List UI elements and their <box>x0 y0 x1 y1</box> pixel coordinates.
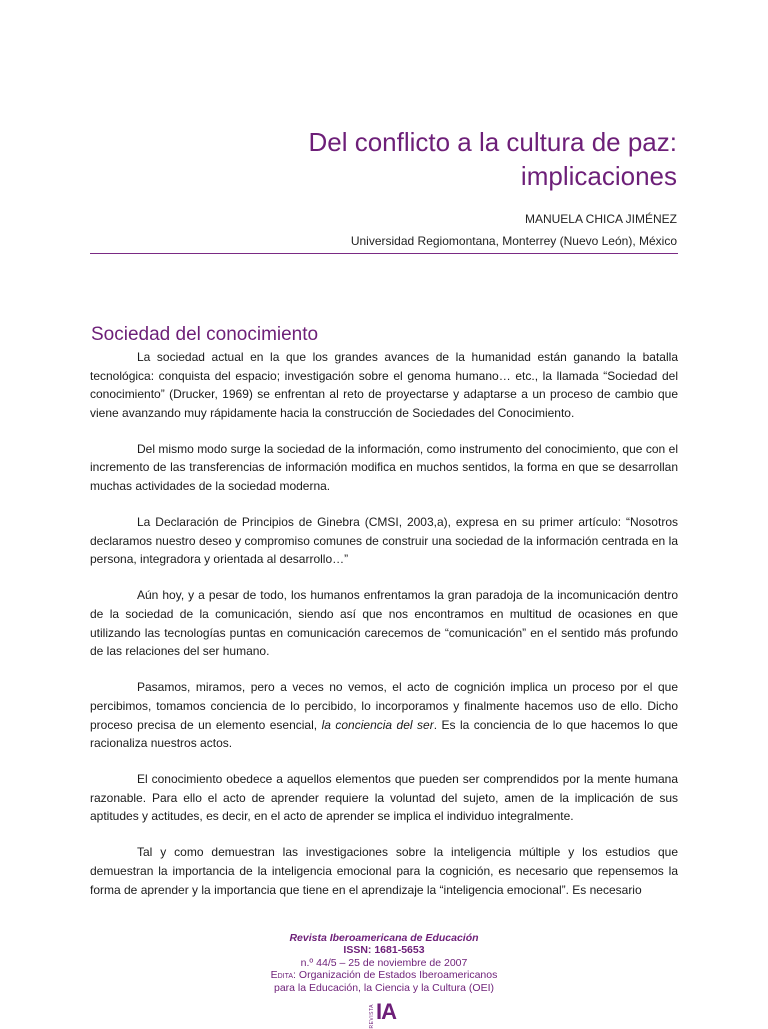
body-text <box>90 348 678 899</box>
article-title-line1: Del conflicto a la cultura de paz: <box>308 127 677 158</box>
page-footer <box>0 932 768 994</box>
paragraph <box>90 678 678 752</box>
paragraph: La Declaración de Principios de Ginebra (CMSI, 2003,a), expresa en su primer artículo: “Nosotros declaramos nuestro deseo y compromiso comunes de construir una sociedad de la información centrada en la persona, integradora y orientada al desarrollo…” <box>90 515 678 567</box>
author-name: MANUELA CHICA JIMÉNEZ <box>524 212 677 226</box>
paragraph: El conocimiento obedece a aquellos elementos que pueden ser comprendidos por la mente humana razonable. Para ello el acto de aprender requiere la voluntad del sujeto, amen de la implicación de sus aptitudes y actitudes, es decir, en el acto de aprender se implica el individuo integralmente. <box>90 772 678 824</box>
author-affiliation: Universidad Regiomontana, Monterrey (Nuevo León), México <box>350 234 677 248</box>
publisher-name: Organización de Estados Iberoamericanos <box>295 969 498 982</box>
emphasis-text: la conciencia del ser <box>321 717 434 732</box>
issn: ISSN: 1681-5653 <box>343 944 425 957</box>
paragraph: La sociedad actual en la que los grandes avances de la humanidad están ganando la batalla tecnológica: conquista del espacio; investigación sobre el genoma humano… etc., la llamada “Sociedad del conocimiento” (Drucker, 1969) se enfrentan al reto de proyectarse y adaptarse a un proceso de cambio que viene avanzando muy rápidamente hacia la construcción de Sociedades del Conocimiento. <box>90 350 678 420</box>
paragraph: Aún hoy, y a pesar de todo, los humanos enfrentamos la gran paradoja de la incomunicación dentro de la sociedad de la comunicación, siendo así que nos encontramos en multitud de ocasiones en que utilizando las tecnologías puntas en comunicación carecemos de “comunicación” en el sentido más profundo de las relaciones del ser humano. <box>90 588 678 659</box>
paragraph-text: . Es la conciencia de lo que hacemos lo que racionaliza nuestros actos. <box>90 717 678 751</box>
section-heading: Sociedad del conocimiento <box>91 323 319 345</box>
article-title <box>117 125 677 193</box>
paragraph: Del mismo modo surge la sociedad de la información, como instrumento del conocimiento, que con el incremento de las transferencias de información modifica en muchos sentidos, la forma en que se desarrollan muchas actividades de la sociedad moderna. <box>90 441 678 494</box>
header-divider <box>90 253 678 254</box>
issue-info: n.º 44/5 – 25 de noviembre de 2007 <box>300 956 468 969</box>
edita-label: Edita: <box>270 969 296 982</box>
publisher-line-2: para la Educación, la Ciencia y la Cultura (OEI) <box>273 981 495 994</box>
logo-mark: IA <box>376 999 396 1024</box>
author-block <box>351 208 677 252</box>
publisher-line <box>0 969 768 981</box>
journal-name: Revista Iberoamericana de Educación <box>289 932 479 944</box>
paragraph-text: Pasamos, miramos, pero a veces no vemos, el acto de cognición implica un proceso por el que percibimos, tomamos conciencia de lo percibido, lo incorporamos y finalmente hacemos uso de ello. Dicho proceso precisa de un elemento esencial, <box>90 680 678 732</box>
article-title-line2: implicaciones <box>520 161 677 192</box>
logo-small-text: REVISTA <box>369 1004 375 1029</box>
paragraph: Tal y como demuestran las investigaciones sobre la inteligencia múltiple y los estudios que demuestran la importancia de la inteligencia emocional para la cognición, es necesario que repensemos la forma de aprender y la importancia que tiene en el aprendizaje la “inteligencia emocional”. Es necesario <box>90 845 678 897</box>
journal-logo <box>369 999 405 1029</box>
